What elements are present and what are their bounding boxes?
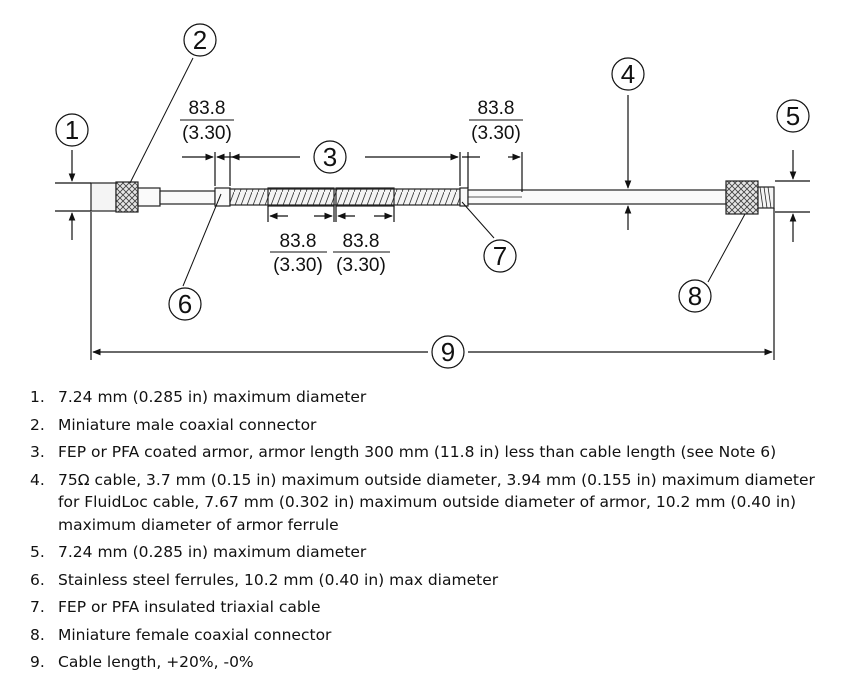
svg-text:7: 7 [492, 241, 508, 271]
dim-center-right [333, 231, 390, 276]
dim-ferrule-right [469, 98, 523, 144]
svg-text:83.8: 83.8 [279, 231, 317, 252]
diameter-dim-1 [55, 150, 91, 240]
leader-lines [130, 58, 745, 286]
callout-5 [777, 100, 809, 132]
legend-item: 6. Stainless steel ferrules, 10.2 mm (0.40 in) max diameter [30, 570, 499, 589]
diameter-dim-5 [775, 150, 810, 242]
svg-text:8: 8 [687, 281, 703, 311]
female-connector-knurl [726, 181, 758, 214]
svg-text:3: 3 [322, 142, 338, 172]
svg-text:83.8: 83.8 [477, 98, 515, 119]
dim-center-left [270, 231, 327, 276]
callout-2 [184, 24, 216, 56]
svg-text:9: 9 [440, 337, 456, 367]
legend-item: 3. FEP or PFA coated armor, armor length 300 mm (11.8 in) less than cable length (see Note 6) [30, 443, 777, 461]
callout-3 [314, 141, 346, 173]
svg-text:(3.30): (3.30) [182, 123, 232, 144]
svg-text:83.8: 83.8 [188, 98, 226, 119]
center-dims [268, 206, 394, 222]
cable-body [91, 181, 774, 214]
svg-text:2: 2 [192, 25, 208, 55]
svg-text:5: 5 [785, 101, 801, 131]
right-ferrule [460, 188, 468, 206]
armor-section [230, 189, 460, 205]
svg-text:(3.30): (3.30) [471, 123, 521, 144]
legend-list [30, 386, 830, 679]
dim-ferrule-left [180, 98, 234, 144]
callout-7 [484, 240, 516, 272]
legend-item: 7. FEP or PFA insulated triaxial cable [30, 598, 321, 616]
callout-4 [612, 58, 644, 90]
svg-text:(3.30): (3.30) [273, 255, 323, 276]
legend-item: 8. Miniature female coaxial connector [30, 625, 332, 644]
legend-item: 5. 7.24 mm (0.285 in) maximum diameter [30, 543, 367, 561]
svg-text:83.8: 83.8 [342, 231, 380, 252]
callout-8 [679, 280, 711, 312]
male-connector-body [91, 183, 116, 211]
svg-text:(3.30): (3.30) [336, 255, 386, 276]
armor-length-dim [182, 152, 522, 192]
svg-text:1: 1 [64, 115, 80, 145]
callout-6 [169, 288, 201, 320]
legend-item: 4. 75Ω cable, 3.7 mm (0.15 in) maximum outside diameter, 3.94 mm (0.155 in) maximum diameter for FluidLoc cable, 7.67 mm (0.302 in) maximum outside diameter of armor, 10.2 mm (0.40 in) maximum diameter of armor ferrule [30, 470, 815, 534]
legend-item: 9. Cable length, +20%, -0% [30, 653, 254, 671]
legend-item: 1. 7.24 mm (0.285 in) maximum diameter [30, 388, 367, 406]
male-connector-knurl [116, 182, 138, 212]
callout-9 [432, 336, 464, 368]
svg-text:6: 6 [177, 289, 193, 319]
cable-length-dim [91, 208, 774, 360]
svg-text:4: 4 [620, 59, 636, 89]
legend-item: 2. Miniature male coaxial connector [30, 415, 317, 434]
callout-1 [56, 114, 88, 146]
